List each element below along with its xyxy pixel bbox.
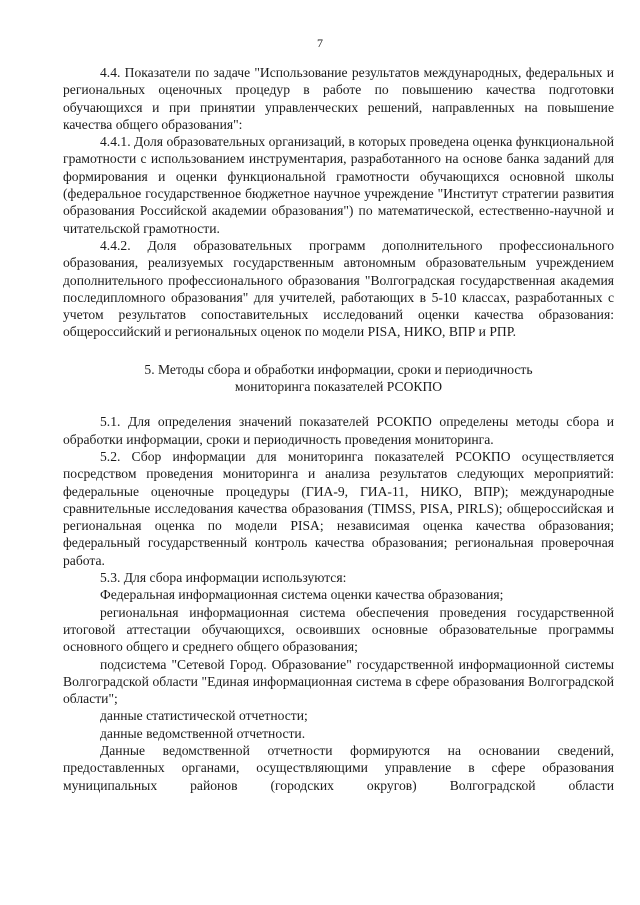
list-item-federal-system: Федеральная информационная система оценки качества образования;: [100, 587, 504, 603]
section-heading: [63, 361, 614, 396]
list-item-departmental: данные ведомственной отчетности.: [100, 725, 306, 741]
paragraph-5-1: 5.1. Для определения значений показателей РСОКПО определены методы сбора и обработки информации, сроки и периодичность проведения мониторинга.: [63, 414, 614, 447]
paragraph-4-4-1: 4.4.1. Доля образовательных организаций, в которых проведена оценка функциональной грамотности с использованием инструментария, разработанного на основе банка заданий для формирования и оценки функциональной грамотности обучающихся основной школы (федеральное государственное бюджетное научное учреждение "Институт стратегии развития образования Российской академии образования") по математической, естественно-научной и читательской грамотности.: [63, 134, 614, 236]
paragraph-departmental-data: Данные ведомственной отчетности формируются на основании сведений, предоставленных органами, осуществляющими управление в сфере образования муниципальных районов (городских округов) Волгоградской области: [63, 742, 614, 793]
section-heading-line-1: 5. Методы сбора и обработки информации, сроки и периодичность: [144, 361, 533, 377]
paragraph-4-4: 4.4. Показатели по задаче "Использование результатов международных, федеральных и региональных оценочных процедур в работе по повышению качества подготовки обучающихся и при принятии управленческих решений, направленных на повышение качества общего образования":: [63, 65, 614, 132]
page-number: 7: [317, 36, 323, 50]
paragraph-5-3: 5.3. Для сбора информации используются:: [100, 570, 347, 586]
section-heading-line-2: мониторинга показателей РСОКПО: [234, 379, 443, 395]
paragraph-5-2: 5.2. Сбор информации для мониторинга показателей РСОКПО осуществляется посредством проведения мониторинга и анализа результатов следующих мероприятий: федеральные оценочные процедуры (ГИА-9, ГИА-11, НИКО, ВПР); международные сравнительные исследования качества образования (TIMSS, PISA, PIRLS); общероссийская и региональная оценка по модели PISA; независимая оценка качества образования; федеральный государственный контроль качества образования; региональная проверочная работа.: [63, 448, 614, 568]
list-item-network-city: подсистема "Сетевой Город. Образование" государственной информационной системы Волгоградской области "Единая информационная система в сфере образования Волгоградской области";: [63, 656, 614, 707]
document-body: [63, 64, 614, 794]
list-item-statistics: данные статистической отчетности;: [100, 708, 308, 724]
paragraph-4-4-2: 4.4.2. Доля образовательных программ дополнительного профессионального образования, реализуемых государственным автономным образовательным учреждением дополнительного профессионального образования "Волгоградская государственная академия последипломного образования" для учителей, работающих в 5-10 классах, разработанных с учетом результатов сопоставительных исследований оценки качества образования: общероссийский и региональных оценок по модели PISA, НИКО, ВПР и РПР.: [63, 237, 614, 340]
list-item-regional-system: региональная информационная система обеспечения проведения государственной итоговой аттестации обучающихся, освоивших основные образовательные программы основного общего и среднего общего образования;: [63, 604, 614, 655]
